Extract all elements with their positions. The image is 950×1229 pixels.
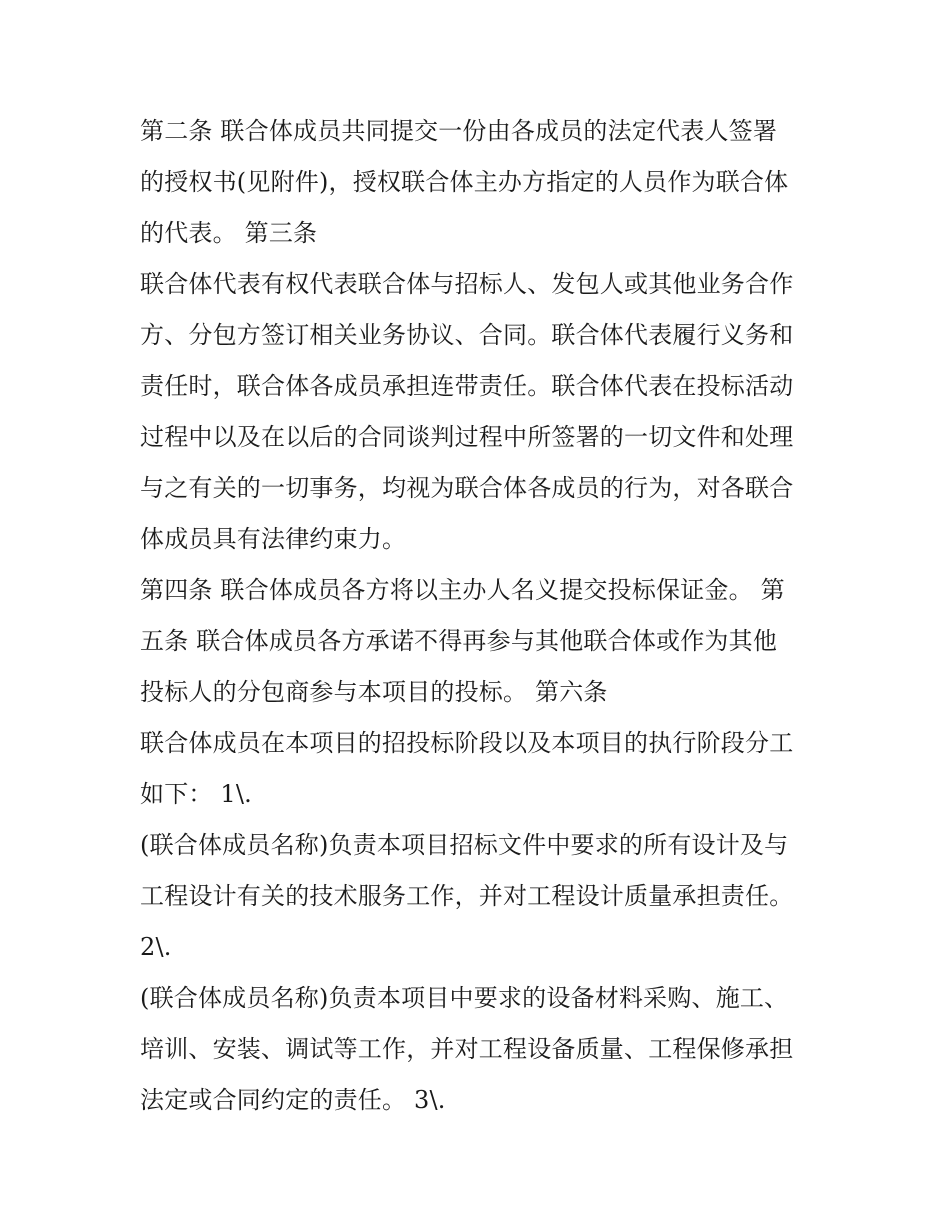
text-line: 第二条 联合体成员共同提交一份由各成员的法定代表人签署 [140, 117, 778, 145]
text-line: 五条 联合体成员各方承诺不得再参与其他联合体或作为其他 [140, 627, 778, 655]
text-line: 法定或合同约定的责任。 3\. [140, 1086, 446, 1114]
text-line: 第四条 联合体成员各方将以主办人名义提交投标保证金。 第 [140, 576, 785, 604]
document-body [140, 106, 820, 1126]
text-line: 的代表。 第三条 [140, 219, 318, 247]
text-line: 方、分包方签订相关业务协议、合同。联合体代表履行义务和 [140, 321, 794, 349]
text-line: 的授权书(见附件)，授权联合体主办方指定的人员作为联合体 [140, 168, 789, 196]
text-line: 工程设计有关的技术服务工作，并对工程设计质量承担责任。 [140, 882, 794, 910]
text-line: 与之有关的一切事务，均视为联合体各成员的行为，对各联合 [140, 474, 794, 502]
text-line: 体成员具有法律约束力。 [140, 525, 407, 553]
text-line: 责任时，联合体各成员承担连带责任。联合体代表在投标活动 [140, 372, 794, 400]
text-line: 联合体代表有权代表联合体与招标人、发包人或其他业务合作 [140, 270, 794, 298]
text-line: (联合体成员名称)负责本项目招标文件中要求的所有设计及与 [140, 831, 789, 859]
text-line: 过程中以及在以后的合同谈判过程中所签署的一切文件和处理 [140, 423, 794, 451]
text-line: 如下： 1\. [140, 780, 253, 808]
text-line: (联合体成员名称)负责本项目中要求的设备材料采购、施工、 [140, 984, 789, 1012]
text-line: 培训、安装、调试等工作，并对工程设备质量、工程保修承担 [140, 1035, 794, 1063]
text-line: 2\. [140, 933, 172, 961]
text-line: 联合体成员在本项目的招投标阶段以及本项目的执行阶段分工 [140, 729, 794, 757]
text-line: 投标人的分包商参与本项目的投标。 第六条 [140, 678, 608, 706]
